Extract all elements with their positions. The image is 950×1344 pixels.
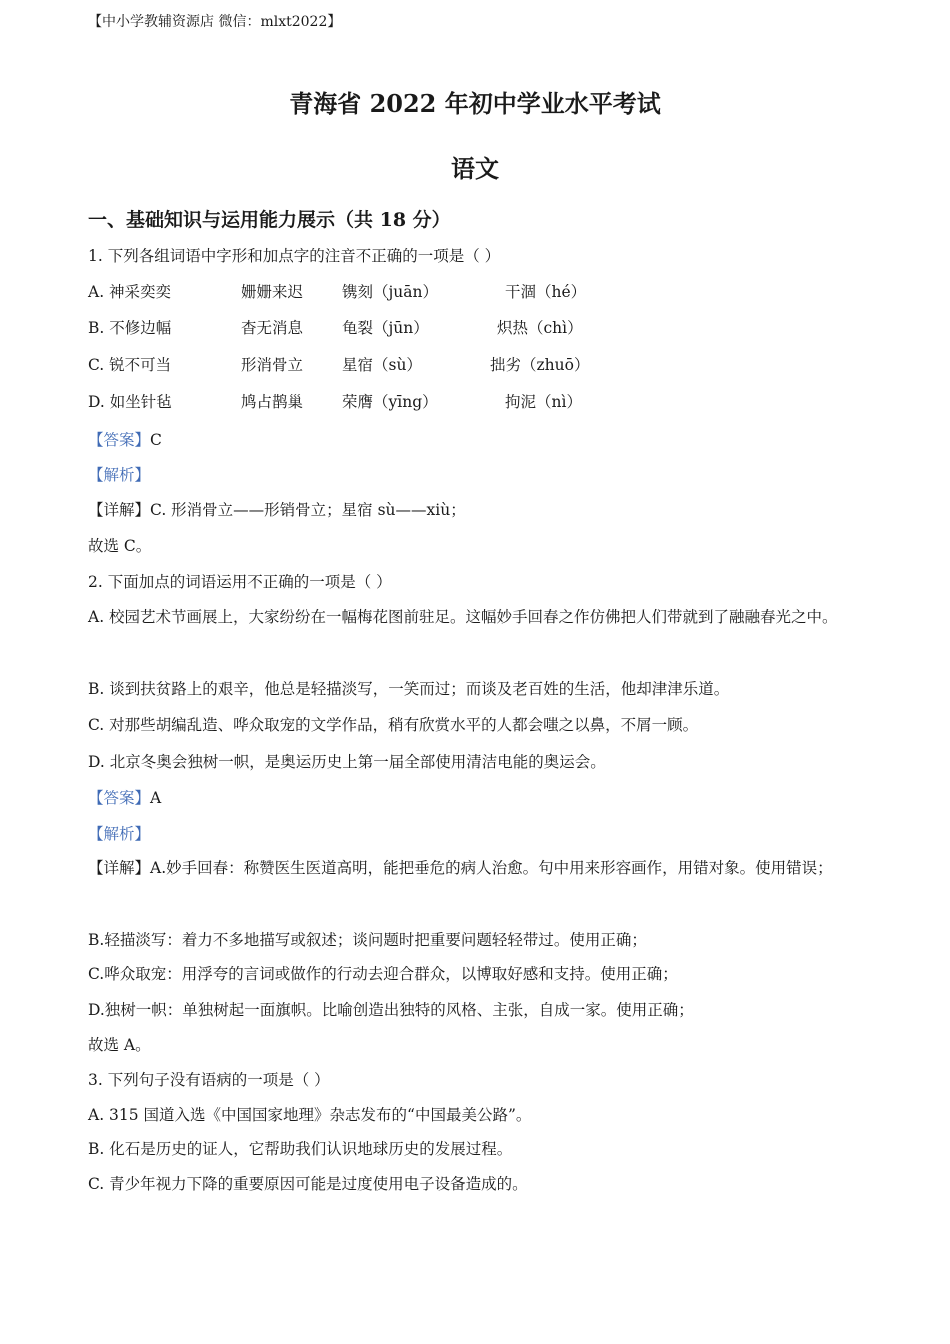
q3-option-b: B. 化石是历史的证人，它帮助我们认识地球历史的发展过程。 xyxy=(88,1140,513,1158)
q1-d-4: 拘泥（nì） xyxy=(505,393,582,411)
q2-line-c: C.哗众取宠：用浮夸的言词或做作的行动去迎合群众，以博取好感和支持。使用正确； xyxy=(88,965,678,983)
header-note: 【中小学教辅资源店 微信：mlxt2022】 xyxy=(88,14,342,30)
q1-option-d xyxy=(88,390,868,414)
q1-stem: 1. 下列各组词语中字形和加点字的注音不正确的一项是（ ） xyxy=(88,247,501,265)
q1-c-4: 拙劣（zhuō） xyxy=(490,356,590,374)
q1-d-2: 鸠占鹊巢 xyxy=(241,393,304,411)
q3-stem: 3. 下列句子没有语病的一项是（ ） xyxy=(88,1071,330,1089)
section-heading: 一、基础知识与运用能力展示（共 18 分） xyxy=(88,209,451,231)
q2-stem: 2. 下面加点的词语运用不正确的一项是（ ） xyxy=(88,573,392,591)
q1-b-2: 杳无消息 xyxy=(241,319,304,337)
detail-text: C. 形消骨立——形销骨立；星宿 sù——xiù； xyxy=(150,501,466,519)
answer-value: C xyxy=(150,431,162,449)
q2-option-d: D. 北京冬奥会独树一帜，是奥运历史上第一届全部使用清洁电能的奥运会。 xyxy=(88,753,606,771)
answer-value: A xyxy=(150,789,162,807)
q1-d-1: D. 如坐针毡 xyxy=(88,393,172,411)
q2-answer xyxy=(88,786,161,810)
q1-a-3: 镌刻（juān） xyxy=(342,283,439,301)
answer-tag: 【答案】 xyxy=(88,431,151,449)
q1-b-4: 炽热（chì） xyxy=(497,319,583,337)
q3-option-a: A. 315 国道入选《中国国家地理》杂志发布的“中国最美公路”。 xyxy=(88,1106,532,1124)
q2-line-b: B.轻描淡写：着力不多地描写或叙述；谈问题时把重要问题轻轻带过。使用正确； xyxy=(88,931,647,949)
q2-analysis-tag: 【解析】 xyxy=(88,825,151,843)
q1-c-1: C. 锐不可当 xyxy=(88,356,172,374)
q1-option-c xyxy=(88,353,868,377)
q1-a-2: 姗姗来迟 xyxy=(241,283,304,301)
q1-a-4: 干涸（hé） xyxy=(505,283,587,301)
q1-b-1: B. 不修边幅 xyxy=(88,319,172,337)
detail-tag: 【详解】 xyxy=(88,501,151,519)
q2-line-d: D.独树一帜：单独树起一面旗帜。比喻创造出独特的风格、主张，自成一家。使用正确； xyxy=(88,1001,694,1019)
q1-c-2: 形消骨立 xyxy=(241,356,304,374)
q1-b-3: 龟裂（jūn） xyxy=(342,319,429,337)
q1-detail xyxy=(88,498,466,522)
subject-title: 语文 xyxy=(451,154,499,183)
q1-analysis-tag: 【解析】 xyxy=(88,466,151,484)
q1-answer xyxy=(88,428,162,452)
q2-detail xyxy=(88,850,864,887)
q1-d-3: 荣膺（yīng） xyxy=(342,393,438,411)
q3-option-c: C. 青少年视力下降的重要原因可能是过度使用电子设备造成的。 xyxy=(88,1175,528,1193)
detail-text: A.妙手回春：称赞医生医道高明，能把垂危的病人治愈。句中用来形容画作，用错对象。使用错误； xyxy=(150,859,833,877)
q1-option-a xyxy=(88,280,868,304)
q2-option-a: A. 校园艺术节画展上，大家纷纷在一幅梅花图前驻足。这幅妙手回春之作仿佛把人们带就到了融融春光之中。 xyxy=(88,608,838,626)
answer-tag: 【答案】 xyxy=(88,789,151,807)
exam-title: 青海省 2022 年初中学业水平考试 xyxy=(289,89,661,118)
q1-option-b xyxy=(88,316,868,340)
q1-conclusion: 故选 C。 xyxy=(88,537,152,555)
q2-option-b: B. 谈到扶贫路上的艰辛，他总是轻描淡写，一笑而过；而谈及老百姓的生活，他却津津乐道。 xyxy=(88,680,730,698)
q1-c-3: 星宿（sù） xyxy=(342,356,422,374)
detail-tag: 【详解】 xyxy=(88,859,151,877)
q2-option-c: C. 对那些胡编乱造、哗众取宠的文学作品，稍有欣赏水平的人都会嗤之以鼻，不屑一顾。 xyxy=(88,716,699,734)
q2-conclusion: 故选 A。 xyxy=(88,1036,151,1054)
q1-a-1: A. 神采奕奕 xyxy=(88,283,172,301)
